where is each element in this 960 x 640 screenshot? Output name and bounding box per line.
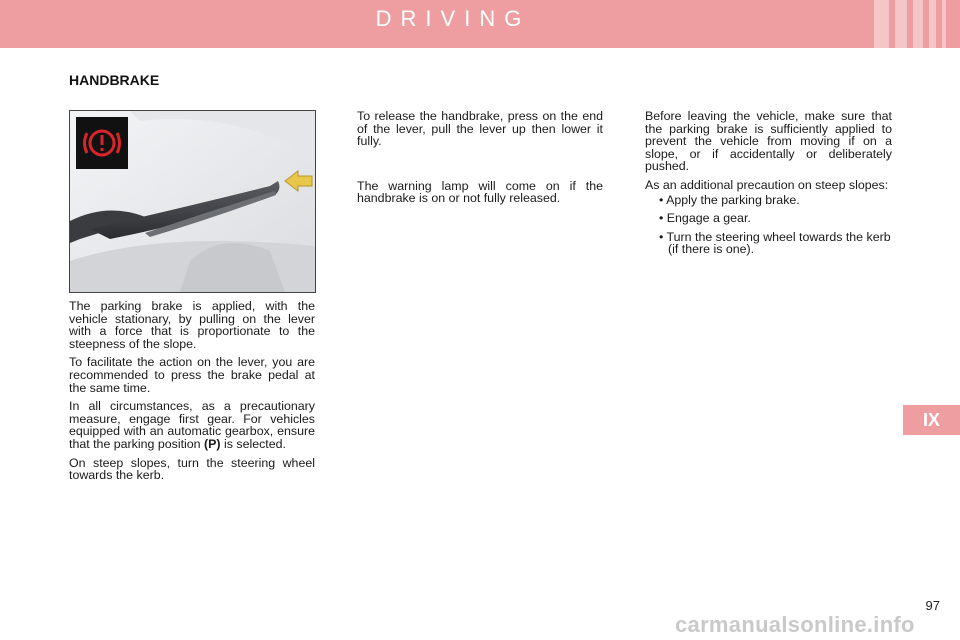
page-number: 97	[925, 598, 940, 613]
page-header	[0, 0, 960, 48]
column-3	[645, 110, 892, 262]
paragraph-text: In all circumstances, as a precautionary measure, engage first gear. For vehicles equipped with an automatic gearbox, ensure that the parking position	[69, 399, 315, 451]
paragraph: On steep slopes, turn the steering wheel towards the kerb.	[69, 455, 315, 483]
header-title: DRIVING	[375, 6, 531, 31]
list-item: • Engage a gear.	[659, 211, 751, 226]
park-position-label: (P)	[204, 436, 221, 451]
header-stripes	[874, 0, 946, 48]
paragraph: As an additional precaution on steep slopes:	[645, 177, 889, 192]
paragraph: The warning lamp will come on if the handbrake is on or not fully released.	[357, 178, 603, 206]
paragraph: To release the handbrake, press on the end of the lever, pull the lever up then lower it fully.	[357, 109, 603, 149]
paragraph: To facilitate the action on the lever, you are recommended to press the brake pedal at the same time.	[69, 355, 315, 395]
precaution-list	[659, 194, 892, 256]
watermark: carmanualsonline.info	[675, 612, 915, 637]
paragraph	[69, 400, 315, 450]
brake-warning-icon	[76, 117, 128, 169]
section-title: HANDBRAKE	[69, 72, 160, 88]
header-stripe	[942, 0, 946, 48]
paragraph-text: is selected.	[220, 436, 286, 451]
paragraph: The parking brake is applied, with the vehicle stationary, by pulling on the lever with a force that is proportionate to the steepness of the slope.	[69, 299, 315, 351]
chapter-tab: IX	[903, 405, 960, 435]
header-stripe	[874, 0, 889, 48]
column-1	[69, 300, 315, 488]
header-stripe	[929, 0, 936, 48]
handbrake-illustration	[70, 111, 315, 292]
list-item: • Turn the steering wheel towards the kerb (if there is one).	[659, 229, 891, 257]
paragraph: Before leaving the vehicle, make sure that the parking brake is sufficiently applied to prevent the vehicle from moving if on a slope, or if accidentally or deliberately pushed.	[645, 109, 892, 174]
column-2	[357, 110, 603, 211]
header-stripe	[913, 0, 923, 48]
list-item: • Apply the parking brake.	[659, 192, 800, 207]
header-stripe	[895, 0, 907, 48]
handbrake-photo	[69, 110, 316, 293]
